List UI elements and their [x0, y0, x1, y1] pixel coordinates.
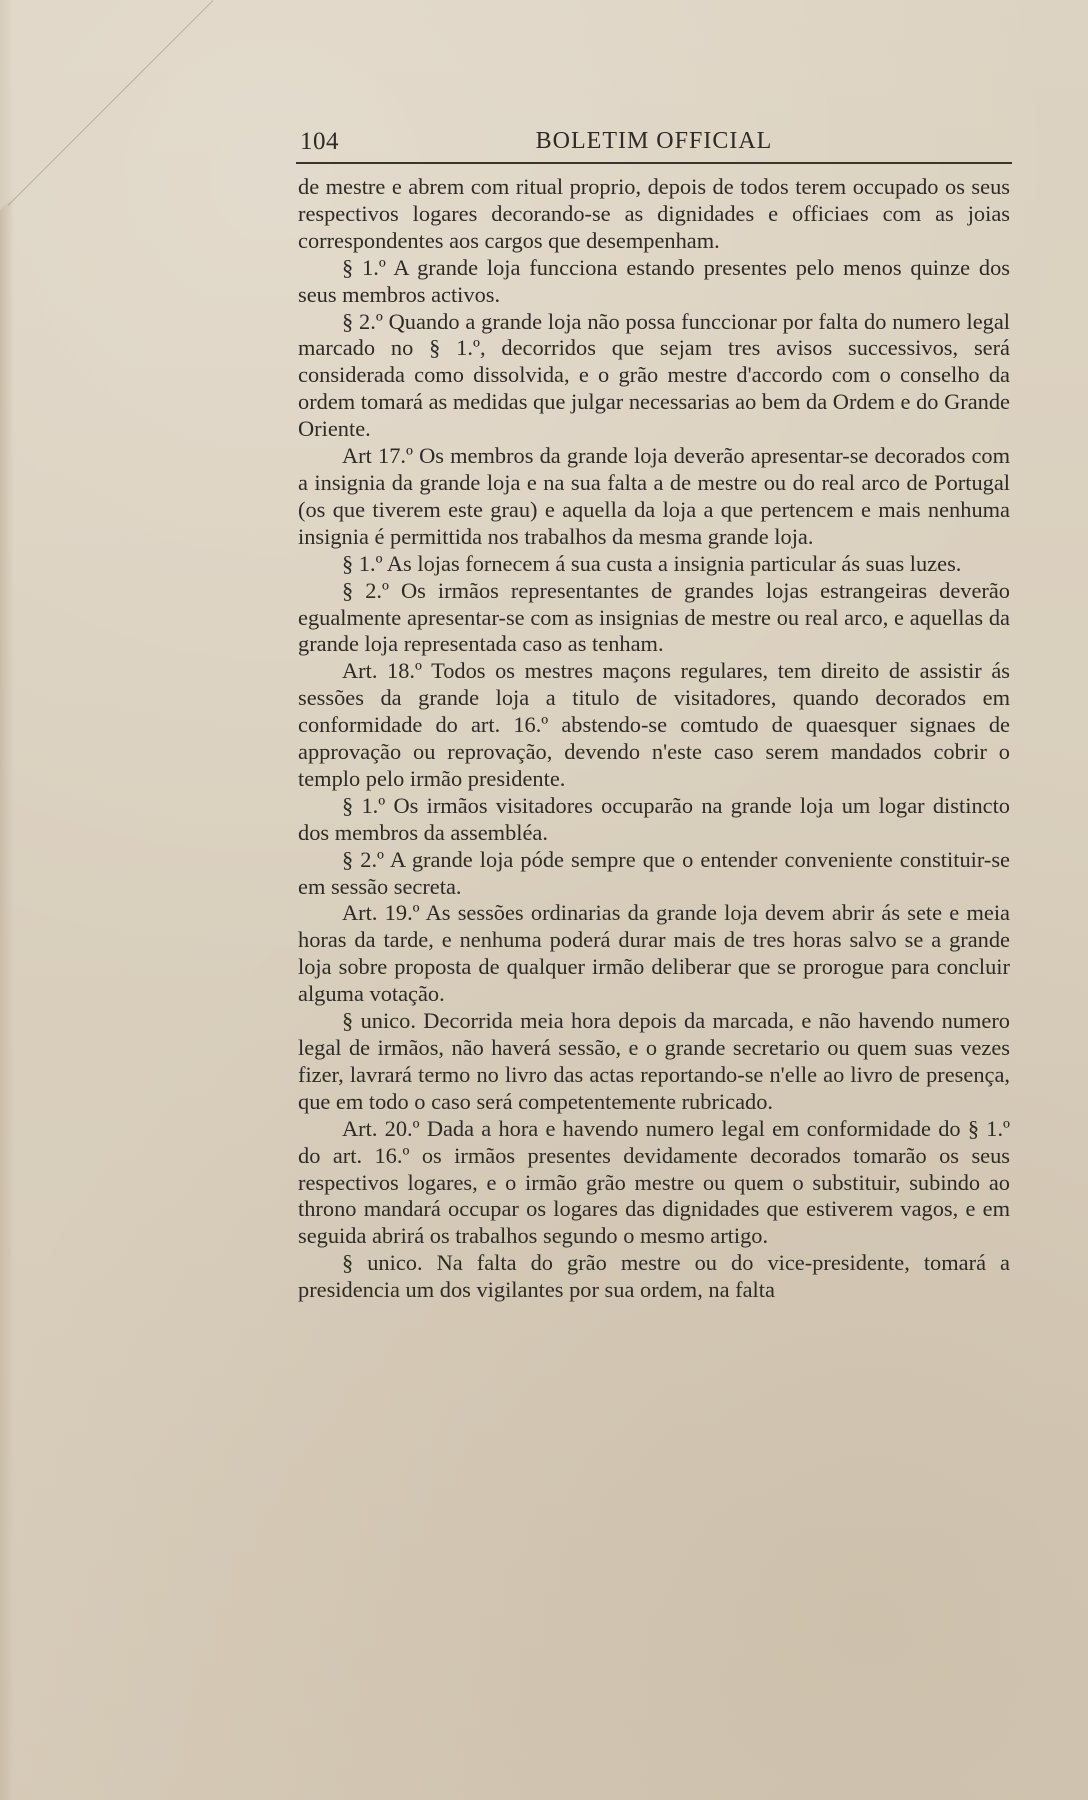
running-head: BOLETIM OFFICIAL	[535, 128, 773, 154]
paragraph: Art. 20.º Dada a hora e havendo numero legal em conformidade do § 1.º do art. 16.º os irmãos presentes devidamente decorados tomarão os seus respectivos logares, e o irmão grão mestre ou quem o substituir, subindo ao throno mandará occupar os logares das dignidades que estiverem vagos, e em seguida abrirá os trabalhos segundo o mesmo artigo.	[298, 1115, 1010, 1249]
paragraph: § 2.º A grande loja póde sempre que o entender conveniente constituir-se em sessão secreta.	[298, 846, 1010, 899]
page-number: 104	[300, 128, 339, 155]
paragraph: § 1.º As lojas fornecem á sua custa a insignia particular ás suas luzes.	[342, 550, 962, 576]
page-header	[296, 126, 1012, 164]
paragraph: § unico. Na falta do grão mestre ou do vice-presidente, tomará a presidencia um dos vigilantes por sua ordem, na falta	[298, 1250, 1010, 1303]
paragraph: § 2.º Quando a grande loja não possa funccionar por falta do numero legal marcado no § 1.º, decorridos que sejam tres avisos successivos, será considerada como dissolvida, e o grão mestre d'accordo com o conselho da ordem tomará as medidas que julgar necessarias ao bem da Ordem e do Grande Oriente.	[298, 308, 1010, 442]
paragraph: Art. 18.º Todos os mestres maçons regulares, tem direito de assistir ás sessões da grande loja a titulo de visitadores, quando decorados em conformidade do art. 16.º abstendo-se comtudo de quaesquer signaes de approvação ou reprovação, devendo n'este caso serem mandados cobrir o templo pelo irmão presidente.	[298, 658, 1010, 791]
paragraph: Art 17.º Os membros da grande loja deverão apresentar-se decorados com a insignia da grande loja e na sua falta a de mestre ou do real arco de Portugal (os que tiverem este grau) e aquella da loja a que pertencem e mais nenhuma insignia é permittida nos trabalhos da mesma grande loja.	[298, 443, 1010, 549]
body-text	[298, 174, 1010, 1304]
paragraph: § 1.º Os irmãos visitadores occuparão na grande loja um logar distincto dos membros da assembléa.	[298, 792, 1010, 845]
paragraph: § unico. Decorrida meia hora depois da marcada, e não havendo numero legal de irmãos, não haverá sessão, e o grande secretario ou quem suas vezes fizer, lavrará termo no livro das actas reportando-se n'elle ao livro de presença, que em todo o caso será competentemente rubricado.	[298, 1008, 1010, 1114]
paragraph: Art. 19.º As sessões ordinarias da grande loja devem abrir ás sete e meia horas da tarde, e nenhuma poderá durar mais de tres horas salvo se a grande loja sobre proposta de qualquer irmão deliberar que se prorogue para concluir alguma votação.	[298, 900, 1010, 1007]
folded-corner	[0, 0, 210, 210]
paragraph: de mestre e abrem com ritual proprio, depois de todos terem occupado os seus respectivos logares decorando-se as dignidades e officiaes com as joias correspondentes aos cargos que desempenham.	[298, 174, 1010, 253]
paragraph: § 2.º Os irmãos representantes de grandes lojas estrangeiras deverão egualmente apresentar-se com as insignias de mestre ou real arco, e aquellas da grande loja representada caso as tenham.	[298, 577, 1010, 657]
paragraph: § 1.º A grande loja funcciona estando presentes pelo menos quinze dos seus membros activos.	[298, 254, 1010, 307]
page-edge-shadow	[0, 0, 14, 1800]
